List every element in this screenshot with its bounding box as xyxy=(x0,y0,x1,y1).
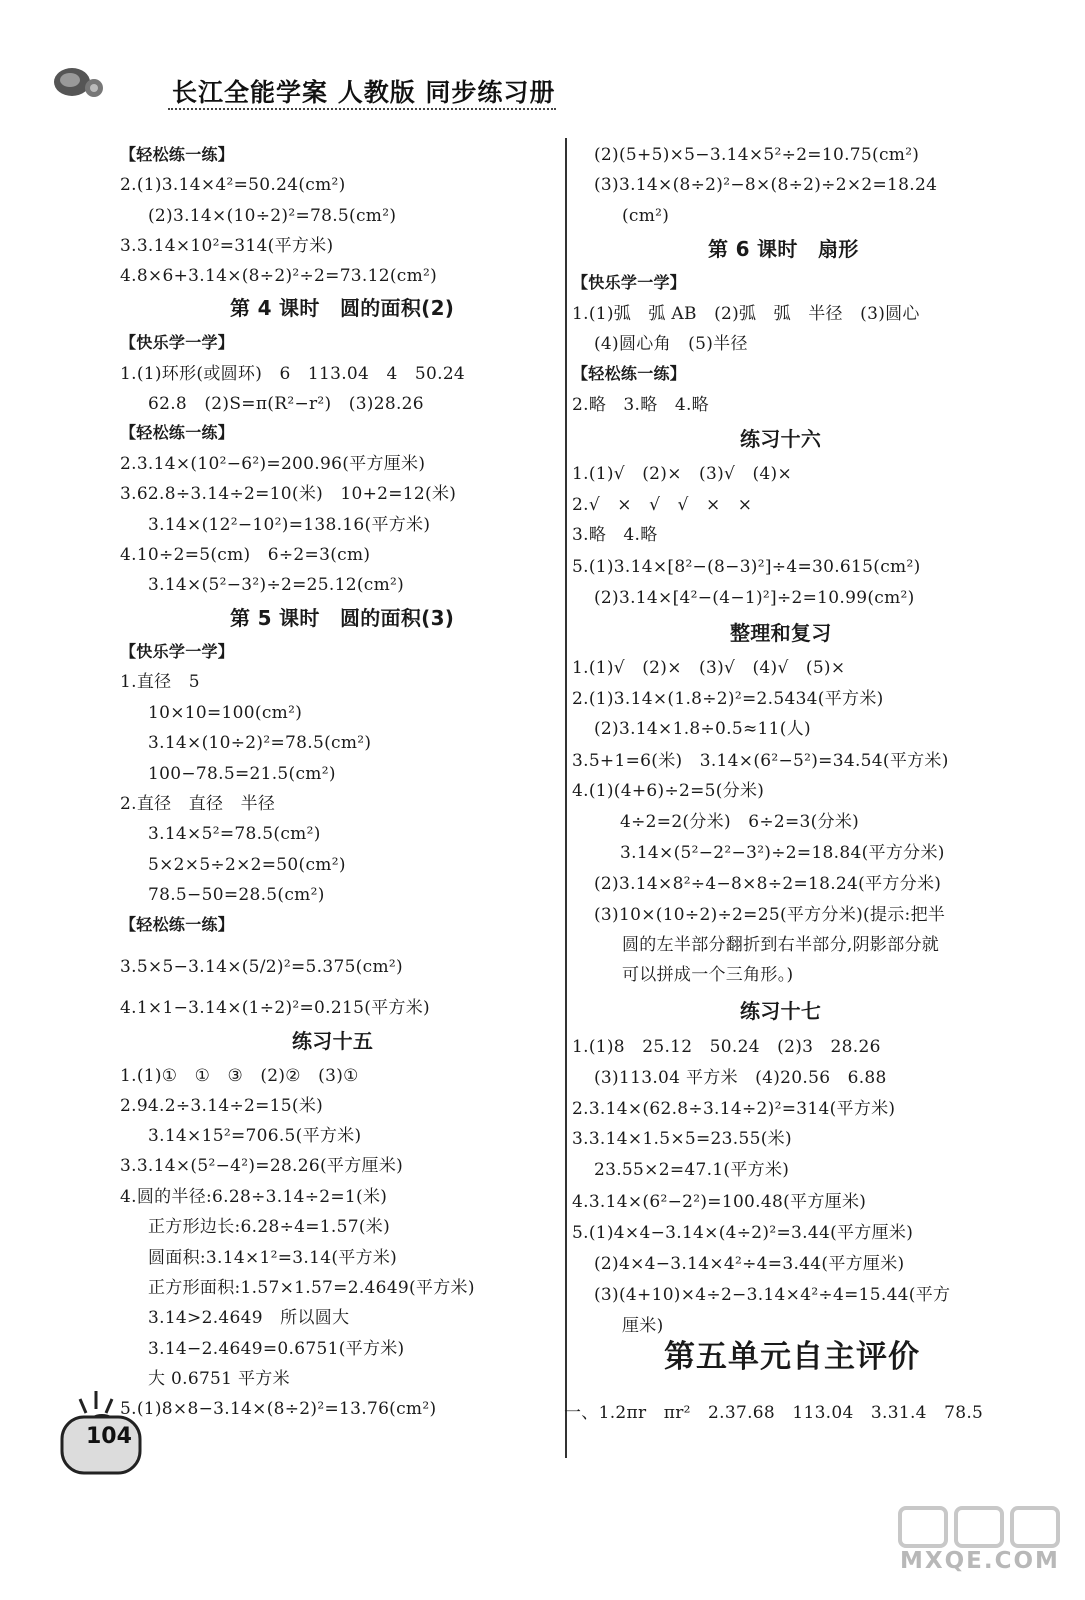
answer-line: 2.直径 直径 半径 xyxy=(120,794,276,814)
answer-line: 3.5+1=6(米) 3.14×(6²−5²)=34.54(平方米) xyxy=(572,751,949,771)
answer-line: 4.1×1−3.14×(1÷2)²=0.215(平方米) xyxy=(120,998,430,1018)
answer-line: 3.14×(10÷2)²=78.5(cm²) xyxy=(148,733,372,753)
section-tag: 【轻松练一练】 xyxy=(120,145,235,164)
answer-line: 3.14×5²=78.5(cm²) xyxy=(148,824,321,844)
answer-line: 78.5−50=28.5(cm²) xyxy=(148,885,325,905)
answer-line: 正方形边长:6.28÷4=1.57(米) xyxy=(148,1217,390,1237)
answer-line: 3.略 4.略 xyxy=(572,525,658,545)
answer-line: 4.8×6+3.14×(8÷2)²÷2=73.12(cm²) xyxy=(120,266,438,286)
answer-line: 大 0.6751 平方米 xyxy=(148,1369,290,1389)
answer-line: 5.(1)4×4−3.14×(4÷2)²=3.44(平方厘米) xyxy=(572,1223,914,1243)
answer-line: 3.14×(5²−3²)÷2=25.12(cm²) xyxy=(148,575,405,595)
answer-line: (3)(4+10)×4÷2−3.14×4²÷4=15.44(平方 xyxy=(594,1285,951,1305)
section-heading: 第五单元自主评价 xyxy=(664,1339,920,1375)
section-heading: 第 4 课时 圆的面积(2) xyxy=(230,296,455,320)
answer-line: 1.(1)√ (2)× (3)√ (4)√ (5)× xyxy=(572,658,846,678)
section-heading: 练习十六 xyxy=(740,427,822,451)
answer-line: 5×2×5÷2×2=50(cm²) xyxy=(148,855,346,875)
answer-line: 3.14×15²=706.5(平方米) xyxy=(148,1126,362,1146)
answer-line: 2.√ × √ √ × × xyxy=(572,495,753,515)
page-header xyxy=(40,50,556,110)
section-heading: 第 6 课时 扇形 xyxy=(708,237,859,261)
answer-line: (2)3.14×8²÷4−8×8÷2=18.24(平方分米) xyxy=(594,874,942,894)
section-tag: 【快乐学一学】 xyxy=(120,642,235,661)
answer-line: 1.(1)√ (2)× (3)√ (4)× xyxy=(572,464,792,484)
answer-line: 2.3.14×(62.8÷3.14÷2)²=314(平方米) xyxy=(572,1099,896,1119)
book-logo-icon xyxy=(52,60,106,102)
answer-line: 4.3.14×(6²−2²)=100.48(平方厘米) xyxy=(572,1192,867,1212)
answer-line: 1.(1)① ① ③ (2)② (3)① xyxy=(120,1066,359,1086)
answer-line: (3)113.04 平方米 (4)20.56 6.88 xyxy=(594,1068,887,1088)
answer-line: 4÷2=2(分米) 6÷2=3(分米) xyxy=(620,812,860,832)
section-heading: 第 5 课时 圆的面积(3) xyxy=(230,606,455,630)
answer-line: 一、1.2πr πr² 2.37.68 113.04 3.31.4 78.5 xyxy=(564,1403,984,1423)
answer-line: 可以拼成一个三角形。) xyxy=(622,965,794,985)
answer-line: 23.55×2=47.1(平方米) xyxy=(594,1160,790,1180)
section-heading: 练习十五 xyxy=(292,1029,374,1053)
header-rule xyxy=(168,108,556,110)
answer-line: 3.3.14×10²=314(平方米) xyxy=(120,236,334,256)
answer-line: (cm²) xyxy=(622,206,670,226)
answer-line: 3.14×(5²−2²−3²)÷2=18.84(平方分米) xyxy=(620,843,945,863)
answer-line: (2)4×4−3.14×4²÷4=3.44(平方厘米) xyxy=(594,1254,905,1274)
section-heading: 整理和复习 xyxy=(730,621,832,645)
answer-line: (3)10×(10÷2)÷2=25(平方分米)(提示:把半 xyxy=(594,905,946,925)
section-tag: 【轻松练一练】 xyxy=(120,423,235,442)
answer-line: 5.(1)8×8−3.14×(8÷2)²=13.76(cm²) xyxy=(120,1399,437,1419)
answer-line: 2.略 3.略 4.略 xyxy=(572,395,709,415)
answer-line: 1.(1)弧 弧 AB (2)弧 弧 半径 (3)圆心 xyxy=(572,304,920,324)
answer-line: (4)圆心角 (5)半径 xyxy=(594,334,748,354)
answer-line: 3.5×5−3.14×(5/2)²=5.375(cm²) xyxy=(120,957,403,977)
section-tag: 【快乐学一学】 xyxy=(572,273,687,292)
answer-line: 1.直径 5 xyxy=(120,672,200,692)
answer-line: 3.14×(12²−10²)=138.16(平方米) xyxy=(148,515,431,535)
answer-line: 1.(1)8 25.12 50.24 (2)3 28.26 xyxy=(572,1037,881,1057)
answer-line: 1.(1)环形(或圆环) 6 113.04 4 50.24 xyxy=(120,364,466,384)
answer-line: 4.圆的半径:6.28÷3.14÷2=1(米) xyxy=(120,1187,388,1207)
section-tag: 【轻松练一练】 xyxy=(572,364,687,383)
answer-line: 62.8 (2)S=π(R²−r²) (3)28.26 xyxy=(148,394,424,414)
answer-line: 5.(1)3.14×[8²−(8−3)²]÷4=30.615(cm²) xyxy=(572,557,921,577)
header-title: 长江全能学案 人教版 同步练习册 xyxy=(172,78,556,107)
answer-line: 100−78.5=21.5(cm²) xyxy=(148,764,336,784)
section-tag: 【轻松练一练】 xyxy=(120,915,235,934)
answer-line: 3.3.14×(5²−4²)=28.26(平方厘米) xyxy=(120,1156,404,1176)
answer-line: (2)(5+5)×5−3.14×5²÷2=10.75(cm²) xyxy=(594,145,920,165)
answer-line: 圆的左半部分翻折到右半部分,阴影部分就 xyxy=(622,935,940,955)
answer-line: 3.3.14×1.5×5=23.55(米) xyxy=(572,1129,792,1149)
column-divider xyxy=(565,138,567,1458)
answer-line: 4.10÷2=5(cm) 6÷2=3(cm) xyxy=(120,545,371,565)
answer-line: 2.3.14×(10²−6²)=200.96(平方厘米) xyxy=(120,454,426,474)
answer-line: 厘米) xyxy=(622,1316,664,1336)
answer-line: (2)3.14×(10÷2)²=78.5(cm²) xyxy=(148,206,397,226)
answer-line: 2.94.2÷3.14÷2=15(米) xyxy=(120,1096,324,1116)
section-tag: 【快乐学一学】 xyxy=(120,333,235,352)
answer-line: 圆面积:3.14×1²=3.14(平方米) xyxy=(148,1248,398,1268)
section-heading: 练习十七 xyxy=(740,999,822,1023)
page-number: 104 xyxy=(86,1424,132,1449)
answer-line: (2)3.14×[4²−(4−1)²]÷2=10.99(cm²) xyxy=(594,588,915,608)
answer-line: 4.(1)(4+6)÷2=5(分米) xyxy=(572,781,765,801)
answer-line: (3)3.14×(8÷2)²−8×(8÷2)÷2×2=18.24 xyxy=(594,175,938,195)
watermark-text: MXQE.COM xyxy=(900,1548,1060,1574)
answer-line: 正方形面积:1.57×1.57=2.4649(平方米) xyxy=(148,1278,475,1298)
answer-line: 3.14>2.4649 所以圆大 xyxy=(148,1308,350,1328)
answer-line: 2.(1)3.14×4²=50.24(cm²) xyxy=(120,175,346,195)
answer-line: 3.14−2.4649=0.6751(平方米) xyxy=(148,1339,405,1359)
answer-line: 3.62.8÷3.14÷2=10(米) 10+2=12(米) xyxy=(120,484,457,504)
answer-line: 2.(1)3.14×(1.8÷2)²=2.5434(平方米) xyxy=(572,689,884,709)
answer-line: 10×10=100(cm²) xyxy=(148,703,303,723)
answer-line: (2)3.14×1.8÷0.5≈11(人) xyxy=(594,719,811,739)
